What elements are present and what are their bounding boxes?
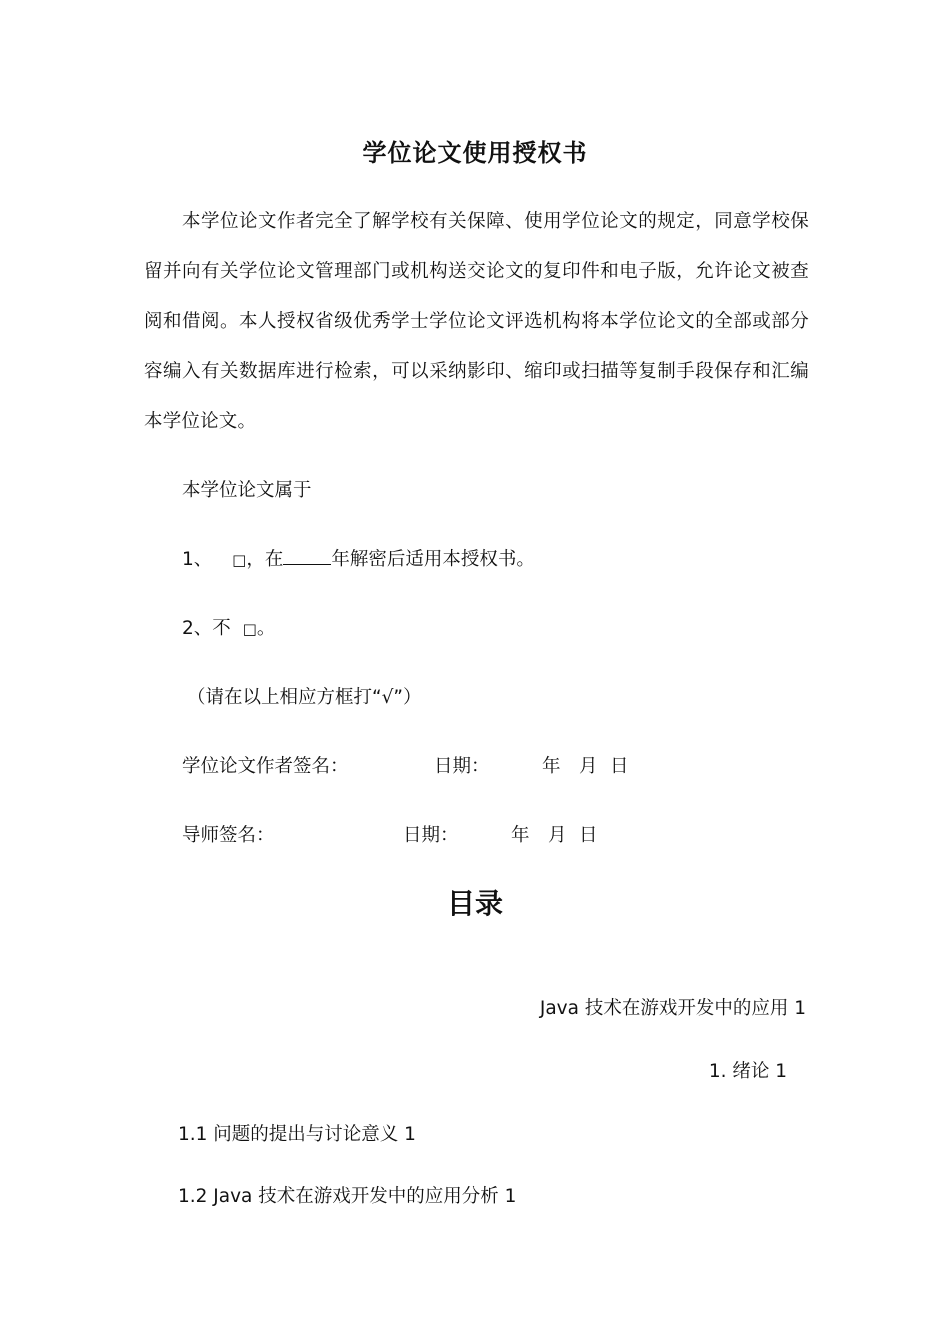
- years-blank[interactable]: [283, 548, 331, 565]
- option-1-suffix: 年解密后适用本授权书。: [331, 549, 535, 570]
- advisor-date-label: 日期：: [403, 825, 459, 846]
- toc-entry[interactable]: 1. 绪论 1: [708, 1061, 787, 1082]
- auth-paragraph: 本学位论文作者完全了解学校有关保障、使用学位论文的规定，同意学校保留并向有关学位论文管理部门或机构送交论文的复印件和电子版，允许论文被查阅和借阅。本人授权省级优秀学士学位论文评选机构将本学位论文的全部或部分容编入有关数据库进行检索，可以采纳影印、缩印或扫描等复制手段保存和汇编本学位论文。: [144, 211, 809, 432]
- checkbox-instruction: （请在以上相应方框打“√”）: [187, 687, 422, 708]
- option-1-prefix: 1、: [182, 549, 213, 570]
- auth-title: 学位论文使用授权书: [362, 139, 588, 167]
- author-sign-label: 学位论文作者签名：: [182, 756, 349, 777]
- advisor-day-label: 日: [579, 825, 598, 846]
- option-1: [182, 545, 535, 571]
- author-month-label: 月: [579, 756, 598, 777]
- toc-entry[interactable]: 1.1 问题的提出与讨论意义 1: [178, 1124, 416, 1145]
- advisor-month-label: 月: [548, 825, 567, 846]
- toc-entry[interactable]: 1.2 Java 技术在游戏开发中的应用分析 1: [178, 1186, 517, 1207]
- belongs-label: 本学位论文属于: [182, 480, 312, 501]
- option-1-mid: ，在: [246, 549, 284, 570]
- option-2: [182, 614, 275, 640]
- option-2-suffix: 。: [256, 618, 276, 639]
- author-year-label: 年: [542, 756, 561, 777]
- author-date-label: 日期：: [434, 756, 490, 777]
- option-2-prefix: 2、不: [182, 618, 231, 639]
- advisor-year-label: 年: [511, 825, 530, 846]
- option-2-checkbox[interactable]: □: [242, 620, 257, 638]
- author-day-label: 日: [610, 756, 629, 777]
- option-1-checkbox[interactable]: □: [232, 551, 247, 569]
- toc-title: 目录: [446, 887, 503, 920]
- toc-entry[interactable]: Java 技术在游戏开发中的应用 1: [539, 998, 806, 1019]
- advisor-sign-label: 导师签名：: [182, 825, 275, 846]
